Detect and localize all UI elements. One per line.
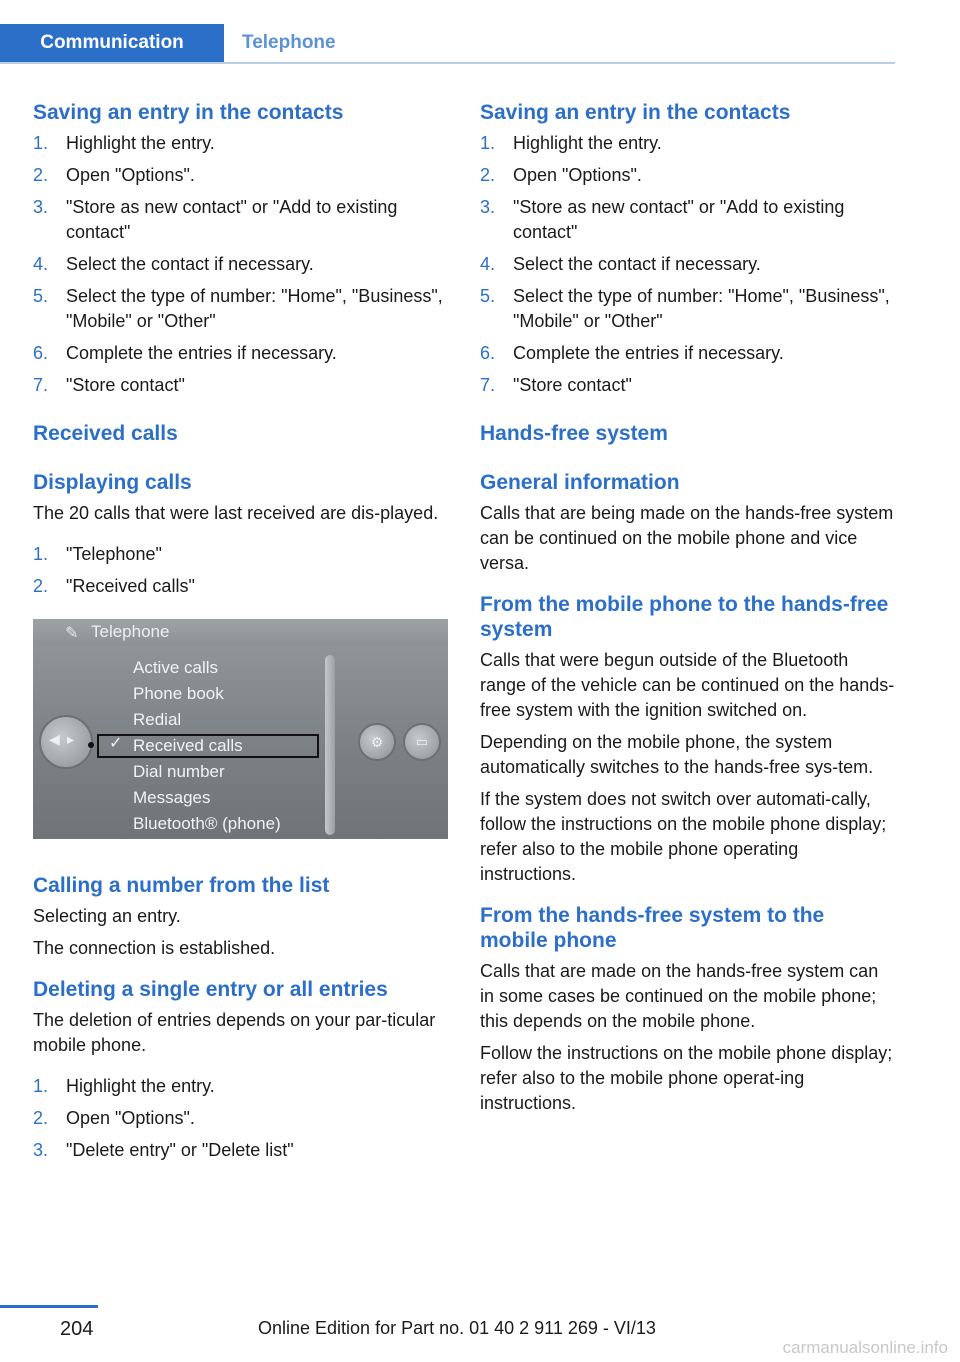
right-column — [480, 100, 895, 1116]
pointer-dot — [88, 742, 94, 748]
screen-title: Telephone — [91, 622, 170, 641]
list-item: 1. Highlight the entry. — [480, 133, 662, 153]
list-item: 1. "Telephone" — [33, 544, 162, 564]
menu-item-received-calls: Received calls — [133, 736, 243, 755]
paragraph: Calls that were begun outside of the Bluetooth range of the vehicle can be continued on the hands-free system with the ignition switched on. — [480, 650, 895, 720]
paragraph: The deletion of entries depends on your par-ticular mobile phone. — [33, 1010, 436, 1055]
options-knob-icon: ⚙ — [358, 723, 396, 761]
menu-item-phone-book: Phone book — [133, 684, 224, 703]
list-item: 1. Highlight the entry. — [33, 133, 215, 153]
list-item: 3. "Store as new contact" or "Add to existing contact" — [33, 197, 398, 242]
page-number: 204 — [60, 1318, 94, 1340]
edition-footer: Online Edition for Part no. 01 40 2 911 269 - VI/13 — [258, 1318, 656, 1338]
tool-icon: ✎ — [65, 625, 79, 642]
paragraph: Depending on the mobile phone, the system automatically switches to the hands-free sys-tem. — [480, 732, 874, 777]
menu-knob-icon: ▭ — [403, 723, 441, 761]
menu-item-active-calls: Active calls — [133, 658, 219, 677]
list-item: 5. Select the type of number: "Home", "Business", "Mobile" or "Other" — [480, 286, 890, 331]
idrive-screen-image — [33, 619, 448, 839]
tab-communication[interactable]: Communication — [0, 24, 224, 62]
controller-knob-icon: ◀ ▸ — [39, 715, 93, 769]
list-item: 1. Highlight the entry. — [33, 1076, 215, 1096]
section-title: Deleting a single entry or all entries — [33, 978, 388, 1001]
section-title: Calling a number from the list — [33, 874, 330, 897]
list-item: 2. Open "Options". — [33, 1108, 195, 1128]
list-item: 4. Select the contact if necessary. — [480, 254, 761, 274]
list-item: 7. "Store contact" — [33, 375, 185, 395]
header-tabbar — [0, 24, 895, 64]
section-title: Saving an entry in the contacts — [33, 101, 344, 124]
paragraph: The connection is established. — [33, 938, 276, 958]
list-item: 2. "Received calls" — [33, 576, 195, 596]
list-item: 3. "Delete entry" or "Delete list" — [33, 1140, 294, 1160]
list-item: 2. Open "Options". — [480, 165, 642, 185]
list-item: 3. "Store as new contact" or "Add to existing contact" — [480, 197, 845, 242]
screen-menu — [133, 655, 281, 837]
chapter-title: Received calls — [33, 422, 178, 445]
screen-scrollbar — [325, 655, 335, 835]
section-title: General information — [480, 471, 680, 494]
paragraph: If the system does not switch over automati-cally, follow the instructions on the mobile phone display; refer also to the mobile phone operating instructions. — [480, 789, 887, 884]
tab-telephone[interactable]: Telephone — [242, 32, 336, 53]
menu-item-bluetooth: Bluetooth® (phone) — [133, 814, 281, 833]
list-item: 6. Complete the entries if necessary. — [480, 343, 784, 363]
section-title: Saving an entry in the contacts — [480, 101, 791, 124]
list-item: 6. Complete the entries if necessary. — [33, 343, 337, 363]
section-title: From the hands-free system to the mobile phone — [480, 904, 825, 952]
list-item: 7. "Store contact" — [480, 375, 632, 395]
watermark: carmanualsonline.info — [782, 1338, 948, 1357]
check-icon: ✓ — [109, 735, 123, 752]
menu-item-messages: Messages — [133, 788, 211, 807]
paragraph: The 20 calls that were last received are dis-played. — [33, 503, 439, 523]
paragraph: Follow the instructions on the mobile phone display; refer also to the mobile phone operat-ing instructions. — [480, 1043, 893, 1113]
left-column — [33, 100, 448, 1170]
page-number-bar — [0, 1305, 98, 1308]
steps-list — [33, 1074, 448, 1163]
menu-item-dial-number: Dial number — [133, 762, 225, 781]
paragraph: Calls that are being made on the hands-free system can be continued on the mobile phone and vice versa. — [480, 503, 894, 573]
section-title: From the mobile phone to the hands-free system — [480, 593, 889, 641]
list-item: 5. Select the type of number: "Home", "Business", "Mobile" or "Other" — [33, 286, 443, 331]
paragraph: Calls that are made on the hands-free system can in some cases be continued on the mobile phone; this depends on the mobile phone. — [480, 961, 879, 1031]
steps-list — [480, 131, 895, 398]
list-item: 4. Select the contact if necessary. — [33, 254, 314, 274]
steps-list — [33, 542, 448, 599]
chapter-title: Hands-free system — [480, 422, 668, 445]
paragraph: Selecting an entry. — [33, 906, 181, 926]
menu-item-redial: Redial — [133, 710, 182, 729]
section-title: Displaying calls — [33, 471, 192, 494]
list-item: 2. Open "Options". — [33, 165, 195, 185]
steps-list — [33, 131, 448, 398]
